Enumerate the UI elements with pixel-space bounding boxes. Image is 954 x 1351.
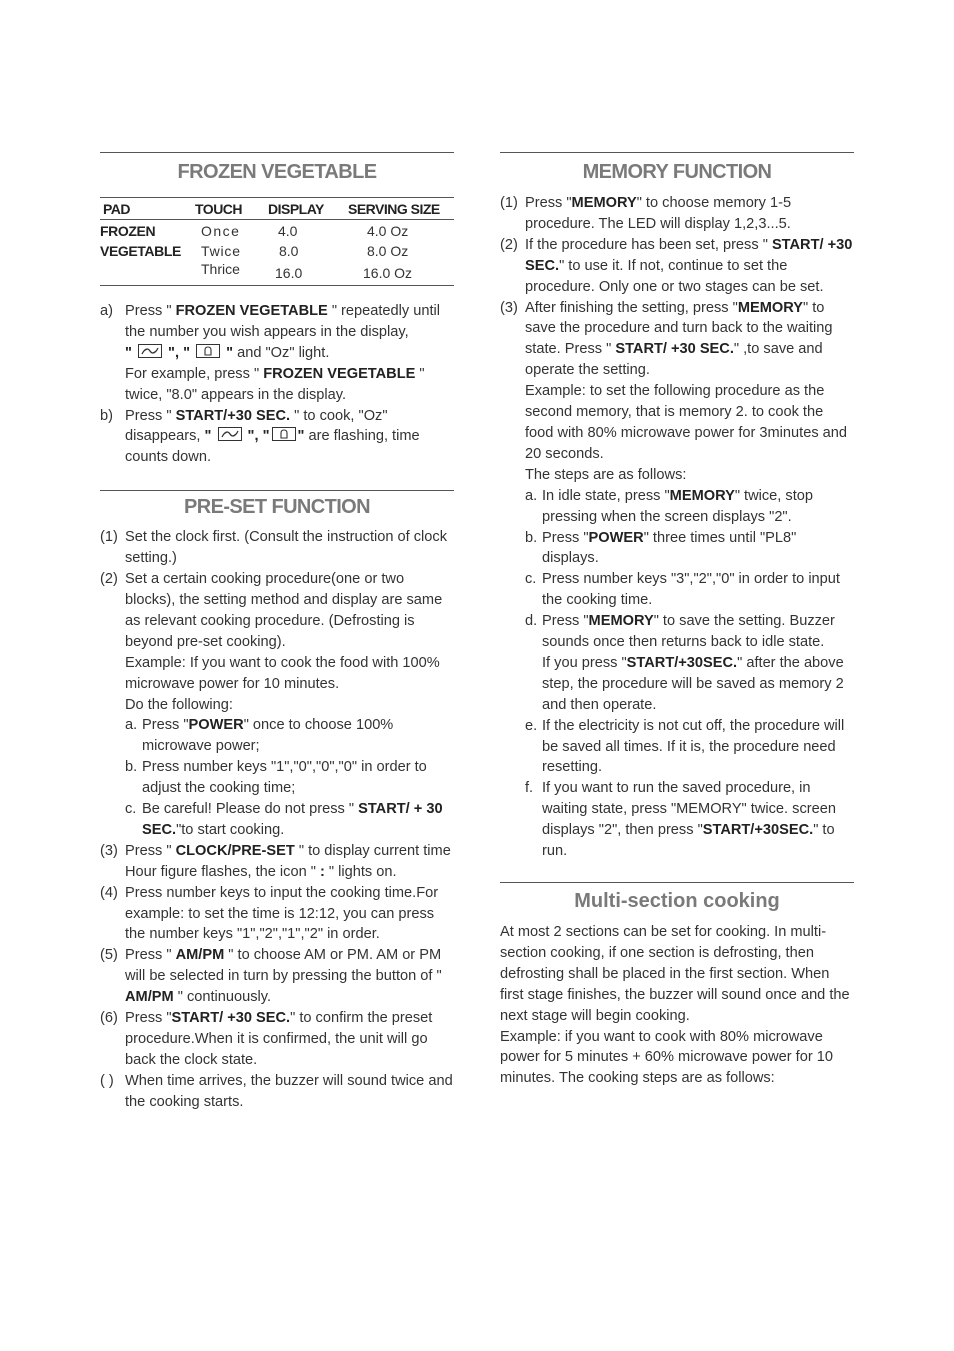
multi-section-cooking-title: Multi-section cooking [574, 890, 780, 912]
text: Press " [125, 407, 176, 424]
list-item [500, 611, 854, 716]
text: Press " [125, 1010, 172, 1027]
text: " to save the procedure and turn back to the waiting state. Press " [525, 299, 833, 358]
text: Set a certain cooking procedure(one or two blocks), the setting method and display are same as relevant cooking procedure. (Defrosting is beyond pre-set cooking). [125, 571, 443, 650]
text: " repeatedly until the number you wish appears in the display, [125, 303, 441, 340]
text: Press " [125, 947, 176, 964]
start-key: START/+30SEC. [626, 654, 738, 671]
power-key: POWER [188, 717, 244, 734]
item-marker: e. [525, 717, 538, 734]
section-divider [500, 882, 854, 883]
start-key: START/ +30 SEC. [525, 236, 853, 274]
text: For example, press " [125, 365, 264, 382]
text: " to confirm the preset procedure.When it is confirmed, the unit will go back the clock state. [125, 1010, 433, 1068]
item-marker: b. [525, 529, 538, 546]
vegetable-icon [272, 427, 296, 441]
text: " continuously. [173, 989, 272, 1006]
list-item [100, 799, 454, 841]
list-item [100, 757, 454, 799]
item-marker: (2) [100, 571, 118, 588]
frozen-vegetable-key: FROZEN VEGETABLE [175, 303, 328, 319]
item-marker: (3) [100, 842, 118, 859]
text: " to use it. If not, continue to set the procedure. Only one or two stages can be set. [525, 257, 824, 295]
serving-size-cell: 16.0 Oz [348, 261, 454, 286]
text: After finishing the setting, press " [525, 299, 738, 316]
text: " twice, stop pressing when the screen displays "2". [542, 487, 813, 525]
text: Set the clock first. (Consult the instruction of clock setting.) [125, 529, 448, 567]
item-marker: (2) [500, 236, 518, 253]
list-item [100, 883, 454, 946]
touch-cell: Once [201, 223, 241, 239]
item-marker: c. [125, 801, 137, 818]
text: If you want to run the saved procedure, in waiting state, press "MEMORY" twice. screen displays "2", then press " [542, 780, 836, 839]
memory-function-title: MEMORY FUNCTION [582, 161, 772, 183]
list-item [500, 716, 854, 779]
item-marker: (1) [500, 195, 518, 211]
frozen-vegetable-key: FROZEN VEGETABLE [263, 365, 416, 382]
list-item [100, 406, 454, 469]
list-item [100, 1008, 454, 1071]
defrost-icon [218, 427, 242, 441]
list-item [500, 298, 854, 486]
text: are flashing, time counts down. [125, 428, 420, 466]
text: " lights on. [324, 863, 397, 880]
item-marker: b. [125, 759, 138, 776]
text: " to run. [542, 822, 835, 860]
text: Press number keys "3","2","0" in order to input the cooking time. [542, 571, 840, 609]
text: and "Oz" light. [233, 344, 330, 361]
table-header-display: DISPLAY [268, 198, 348, 220]
frozen-vegetable-title: FROZEN VEGETABLE [177, 161, 377, 183]
pad-name-line1: FROZEN [100, 223, 156, 239]
text: Example: If you want to cook the food with 100% microwave power for 10 minutes. [125, 654, 440, 692]
list-item [100, 301, 454, 406]
list-item [100, 569, 454, 715]
quote: " [125, 344, 132, 361]
frozen-instructions [100, 301, 454, 468]
list-item [500, 528, 854, 570]
text: If the procedure has been set, press " [525, 236, 772, 253]
table-row [100, 261, 454, 286]
list-item [100, 841, 454, 883]
item-marker: b) [100, 407, 113, 424]
section-divider [100, 152, 454, 153]
right-column [500, 152, 854, 1089]
pre-set-instructions [100, 527, 454, 1112]
text: Press " [125, 842, 176, 859]
text: " after the above step, the procedure will be saved as memory 2 and then operate. [542, 654, 844, 713]
clock-preset-key: CLOCK/PRE-SET [175, 842, 295, 859]
list-item [500, 778, 854, 862]
text: " to cook, "Oz" disappears, [125, 407, 388, 445]
vegetable-icon [196, 344, 220, 358]
serving-size-cell: 8.0 Oz [367, 242, 409, 259]
list-item [100, 1071, 454, 1113]
list-item [500, 193, 854, 235]
start-key: START/ +30 SEC. [615, 341, 734, 358]
memory-instructions [500, 193, 854, 862]
text: "to start cooking. [176, 821, 285, 838]
item-marker: ( ) [100, 1072, 114, 1089]
quote: " [204, 428, 212, 445]
start-key: START/+30SEC. [702, 822, 814, 839]
am-pm-key: AM/PM [125, 989, 174, 1006]
touch-cell: Twice [201, 242, 241, 259]
text: When time arrives, the buzzer will sound twice and the cooking starts. [125, 1072, 453, 1110]
text: Press " [142, 717, 189, 734]
table-header-pad: PAD [100, 198, 195, 220]
text: " ,to save and operate the setting. [525, 341, 823, 379]
paragraph: At most 2 sections can be set for cooking. In multi-section cooking, if one section is defrosting, then defrosting shall be placed in the first section. When first stage finishes, the buzzer will sound once and the next stage will begin cooking. [500, 924, 850, 1024]
text: Press number keys to input the cooking time.For example: to set the time is 12:12, you can press the number keys "1","2","1","2" in order. [125, 884, 439, 943]
paragraph: Example: if you want to cook with 80% microwave power for 5 minutes + 60% microwave power for 10 minutes. The cooking steps are as follows: [500, 1028, 833, 1087]
text: " to choose AM or PM. AM or PM will be selected in turn by pressing the button of " [125, 947, 442, 985]
quote: " [226, 344, 234, 361]
text: " to choose memory 1-5 procedure. The LED will display 1,2,3...5. [525, 195, 792, 232]
list-item [500, 569, 854, 611]
item-marker: a) [100, 303, 113, 319]
text: If you press " [542, 654, 627, 671]
text: Example: to set the following procedure as the second memory, that is memory 2. to cook the food with 80% microwave power for 3minutes and 20 seconds. [525, 383, 848, 462]
list-item [100, 527, 454, 569]
table-header-touch: TOUCH [195, 198, 268, 220]
display-cell: 4.0 [278, 223, 298, 239]
list-item [100, 945, 454, 1008]
am-pm-key: AM/PM [175, 947, 225, 964]
section-divider [500, 152, 854, 153]
item-marker: (3) [500, 299, 518, 316]
list-item [500, 486, 854, 528]
display-cell: 8.0 [279, 242, 299, 259]
text: " twice, "8.0" appears in the display. [125, 365, 425, 403]
item-marker: (6) [100, 1010, 118, 1027]
text: Press number keys "1","0","0","0" in order to adjust the cooking time; [142, 759, 427, 797]
quote: " [297, 428, 305, 445]
text: " once to choose 100% microwave power; [142, 717, 394, 755]
power-key: POWER [588, 529, 644, 546]
pad-empty-cell [100, 261, 195, 286]
item-marker: d. [525, 613, 538, 630]
item-marker: (5) [100, 947, 118, 964]
text: Press " [525, 195, 572, 211]
item-marker: (1) [100, 529, 118, 546]
memory-key: MEMORY [737, 299, 803, 316]
start-key: START/+30 SEC. [175, 407, 291, 424]
list-item [100, 715, 454, 757]
item-marker: (4) [100, 884, 118, 901]
touch-cell: Thrice [195, 261, 268, 286]
text: In idle state, press " [542, 487, 670, 504]
item-marker: a. [125, 717, 138, 734]
memory-key: MEMORY [588, 613, 654, 630]
frozen-vegetable-table [100, 197, 454, 286]
multi-section-text [500, 922, 854, 1089]
display-cell: 16.0 [268, 261, 348, 286]
list-item [500, 235, 854, 298]
text: Be careful! Please do not press " [142, 801, 359, 818]
text: Do the following: [125, 696, 233, 713]
start-key: START/ + 30 SEC. [142, 801, 443, 838]
text: " three times until "PL8" displays. [542, 529, 797, 567]
item-marker: a. [525, 487, 538, 504]
left-column [100, 152, 454, 1113]
text: The steps are as follows: [525, 466, 687, 483]
text: " to display current time Hour figure flashes, the icon " [125, 842, 451, 880]
text: Press " [125, 303, 176, 319]
table-row [100, 242, 454, 262]
defrost-icon [138, 344, 162, 358]
text: " to save the setting. Buzzer sounds once then returns back to idle state. [542, 613, 835, 651]
table-header-serving-size: SERVING SIZE [348, 198, 454, 220]
quote: ", " [168, 344, 190, 361]
text: Press " [542, 613, 589, 630]
serving-size-cell: 4.0 Oz [367, 223, 409, 239]
pad-name-line2: VEGETABLE [100, 242, 181, 259]
start-key: START/ +30 SEC. [171, 1010, 291, 1027]
text: Press " [542, 529, 589, 546]
colon-icon: : [320, 863, 325, 880]
item-marker: f. [525, 780, 534, 797]
memory-key: MEMORY [571, 195, 637, 211]
memory-key: MEMORY [669, 487, 735, 504]
quote: ", " [243, 428, 270, 445]
text: If the electricity is not cut off, the procedure will be saved all times. If it is, the procedure need resetting. [542, 717, 845, 776]
table-row [100, 220, 454, 242]
item-marker: c. [525, 571, 537, 588]
pre-set-function-title: PRE-SET FUNCTION [184, 496, 370, 519]
table-header-row [100, 198, 454, 220]
